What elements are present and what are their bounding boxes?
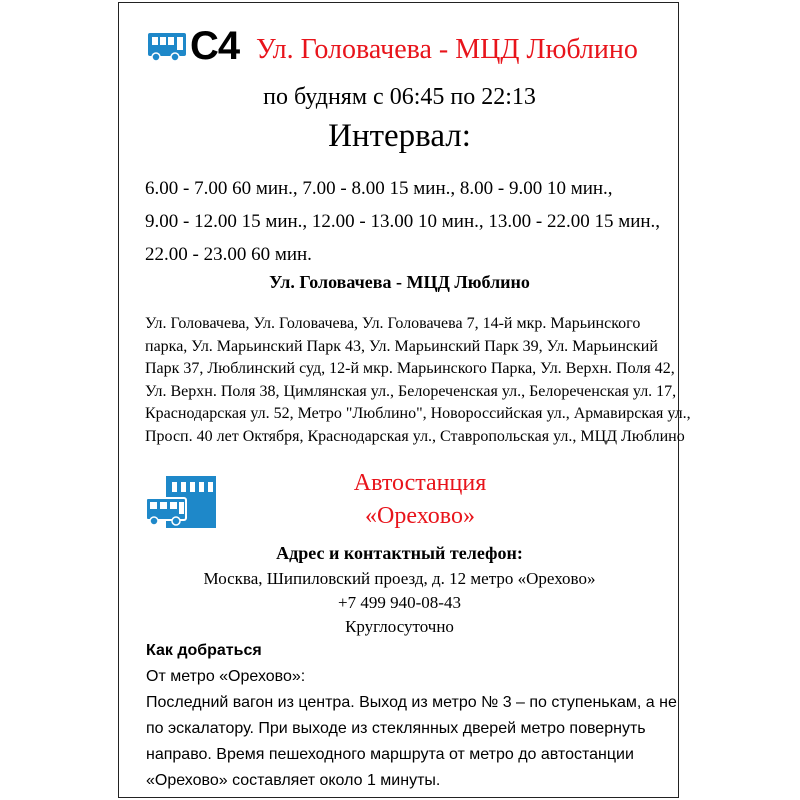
stops-line: Краснодарская ул. 52, Метро "Люблино", Новороссийская ул., Армавирская ул., bbox=[145, 405, 691, 422]
stops-title: Ул. Головачева - МЦД Люблино bbox=[269, 272, 530, 292]
directions-line: направо. Время пешеходного маршрута от метро до автостанции bbox=[146, 746, 634, 763]
directions-line: по эскалатору. При выходе из стеклянных дверей метро повернуть bbox=[146, 720, 646, 737]
stops-list bbox=[145, 313, 691, 448]
interval-line: 9.00 - 12.00 15 мин., 12.00 - 13.00 10 мин., 13.00 - 22.00 15 мин., bbox=[145, 211, 661, 232]
route-number: С4 bbox=[190, 24, 240, 68]
bus-icon bbox=[148, 32, 186, 62]
station-name bbox=[300, 467, 540, 533]
station-name-line1: Автостанция bbox=[353, 470, 487, 496]
bus-station-icon bbox=[146, 476, 216, 528]
station-name-line2: «Орехово» bbox=[365, 503, 475, 529]
phone-text: +7 499 940-08-43 bbox=[338, 593, 461, 612]
stops-line: Ул. Головачева, Ул. Головачева, Ул. Головачева 7, 14-й мкр. Марьинского bbox=[145, 315, 641, 332]
stops-line: парка, Ул. Марьинский Парк 43, Ул. Марьинский Парк 39, Ул. Марьинский bbox=[145, 337, 658, 355]
interval-line: 22.00 - 23.00 60 мин. bbox=[145, 244, 312, 265]
interval-list bbox=[145, 172, 660, 271]
directions-line: Последний вагон из центра. Выход из метро № 3 – по ступенькам, а не bbox=[146, 694, 677, 711]
stops-line: Парк 37, Люблинский суд, 12-й мкр. Марьинского Парка, Ул. Верхн. Поля 42, bbox=[145, 360, 675, 377]
directions-line: От метро «Орехово»: bbox=[146, 668, 306, 685]
directions-text bbox=[146, 664, 677, 794]
route-name: Ул. Головачева - МЦД Люблино bbox=[256, 34, 638, 65]
hours-text: Круглосуточно bbox=[345, 617, 454, 636]
stops-line: Просп. 40 лет Октября, Краснодарская ул., Ставропольская ул., МЦД Люблино bbox=[145, 427, 685, 445]
address-text: Москва, Шипиловский проезд, д. 12 метро «Орехово» bbox=[203, 569, 596, 588]
interval-title: Интервал: bbox=[328, 118, 471, 154]
stops-line: Ул. Верхн. Поля 38, Цимлянская ул., Белореченская ул., Белореченская ул. 17, bbox=[145, 382, 677, 400]
contact-info bbox=[120, 567, 679, 639]
directions-title: Как добраться bbox=[146, 642, 262, 659]
contact-title: Адрес и контактный телефон: bbox=[276, 543, 523, 563]
interval-line: 6.00 - 7.00 60 мин., 7.00 - 8.00 15 мин., 8.00 - 9.00 10 мин., bbox=[145, 178, 613, 199]
schedule-text: по будням с 06:45 по 22:13 bbox=[263, 84, 536, 110]
directions-line: «Орехово» составляет около 1 минуты. bbox=[146, 772, 441, 789]
